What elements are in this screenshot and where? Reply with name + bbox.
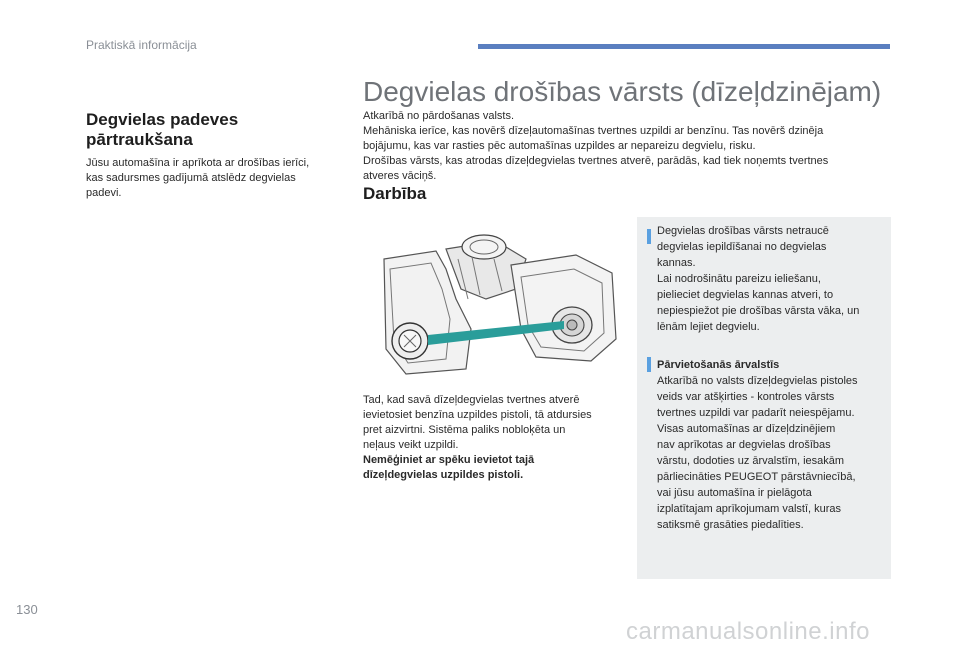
note-line: degvielas iepildīšanai no degvielas (657, 241, 827, 253)
page-title: Degvielas drošības vārsts (dīzeļdzinējam) (363, 76, 882, 107)
intro-line: bojājumu, kas var rasties pēc automašīnas uzpildes ar nepareizu degvielu, risku. (363, 140, 756, 152)
note-line: vārstu, dodoties uz ārvalstīm, iesakām (657, 455, 845, 467)
left-body-line: Jūsu automašīna ir aprīkota ar drošības ierīci, (86, 157, 310, 169)
operation-line: ievietosiet benzīna uzpildes pistoli, tā atdursies (363, 409, 592, 421)
watermark: carmanualsonline.info (626, 618, 870, 645)
intro-line: Mehāniska ierīce, kas novērš dīzeļautomašīnas tvertnes uzpildi ar benzīnu. Tas novērš dzinēja (363, 125, 824, 137)
note-line: Degvielas drošības vārsts netraucē (657, 225, 829, 237)
note-line: tvertnes uzpildi var padarīt neiespējamu. (657, 407, 855, 419)
left-title-line: pārtraukšana (86, 130, 193, 149)
operation-text (363, 393, 628, 483)
note-line: veids var atšķirties - kontroles vārsts (657, 391, 835, 403)
note-line: lēnām lejiet degvielu. (657, 321, 760, 333)
note-travel-abroad (647, 357, 883, 533)
note-line: nav aprīkotas ar degvielas drošības (657, 439, 831, 451)
fuel-valve-drawing (376, 229, 622, 378)
left-title-line: Degvielas padeves (86, 110, 239, 129)
note-fuel-can (647, 223, 883, 335)
note-marker-icon (647, 229, 651, 244)
header-accent-bar (478, 44, 890, 49)
note-line: satiksmē grasāties piedalīties. (657, 519, 804, 531)
left-title (86, 110, 238, 150)
page-number: 130 (16, 602, 38, 617)
intro-text (363, 109, 883, 184)
fuel-filler-illustration (376, 229, 622, 378)
note-line: vai jūsu automašīna ir pielāgota (657, 487, 812, 499)
note-line: Visas automašīnas ar dīzeļdzinējiem (657, 423, 836, 435)
note-marker-icon (647, 357, 651, 372)
note-title: Pārvietošanās ārvalstīs (657, 359, 780, 371)
section-subtitle: Darbība (363, 184, 427, 203)
note-line: Atkarībā no valsts dīzeļdegvielas pistoles (657, 375, 858, 387)
note-line: izplatītajam aprīkojumam valstī, kuras (657, 503, 842, 515)
intro-line: Atkarībā no pārdošanas valsts. (363, 110, 515, 122)
info-panel (637, 217, 891, 579)
intro-line: atveres vāciņš. (363, 170, 437, 182)
operation-warning-line: dīzeļdegvielas uzpildes pistoli. (363, 469, 524, 481)
note-line: pielieciet degvielas kannas atveri, to (657, 289, 834, 301)
left-body-line: kas sadursmes gadījumā atslēdz degvielas (86, 172, 296, 184)
operation-line: pret aizvirtni. Sistēma paliks nobloķēta un (363, 424, 566, 436)
note-line: Lai nodrošinātu pareizu ieliešanu, (657, 273, 821, 285)
intro-line: Drošības vārsts, kas atrodas dīzeļdegvielas tvertnes atverē, parādās, kad tiek noņemts tvertnes (363, 155, 829, 167)
note-line: kannas. (657, 257, 696, 269)
operation-line: neļaus veikt uzpildi. (363, 439, 459, 451)
left-body-line: padevi. (86, 187, 122, 199)
note-line: pārliecināties PEUGEOT pārstāvniecībā, (657, 471, 856, 483)
operation-warning-line: Nemēģiniet ar spēku ievietot tajā (363, 454, 535, 466)
left-body (86, 156, 346, 201)
section-label: Praktiskā informācija (86, 38, 197, 52)
operation-line: Tad, kad savā dīzeļdegvielas tvertnes atverē (363, 394, 580, 406)
note-line: nepiespiežot pie drošības vārsta vāka, un (657, 305, 860, 317)
